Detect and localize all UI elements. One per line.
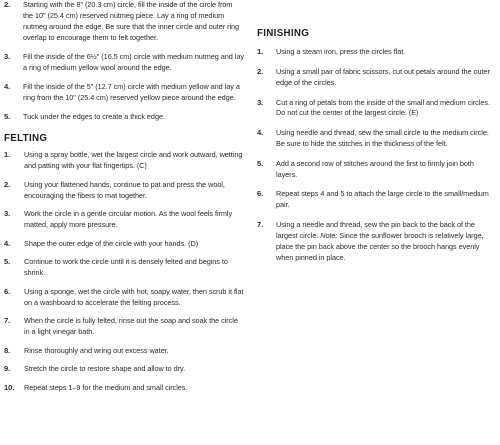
step-text-before: Using a needle and thread, sew the pin back to the back of the largest circle. xyxy=(276,219,475,240)
step-text: Work the circle in a gentle circular motion. As the wool feels firmly matted, apply more pressure. xyxy=(24,209,233,230)
felting-heading: FELTING xyxy=(4,132,48,144)
step-text: Cut a ring of petals from the inside of the small and medium circles. Do not cut the center of the largest circle. (E) xyxy=(276,97,490,118)
list-item xyxy=(257,98,495,120)
list-item xyxy=(4,0,244,44)
step-number: 8. xyxy=(4,345,11,355)
prep-steps xyxy=(4,0,244,123)
step-text: Using your flattened hands, continue to pat and press the wool, encouraging the fibers to mat together. xyxy=(24,179,225,200)
list-item xyxy=(4,257,244,279)
finishing-heading: FINISHING xyxy=(257,28,310,39)
step-text: Using a spray bottle, wet the largest circle and work outward, wetting and patting with your flat fingertips. (C) xyxy=(24,150,243,171)
step-number: 2. xyxy=(257,66,264,76)
list-item xyxy=(257,128,495,150)
step-number: 3. xyxy=(257,97,264,107)
list-item xyxy=(257,220,495,264)
list-item xyxy=(257,67,495,89)
step-text: Starting with the 8" (20.3 cm) circle, fill the inside of the circle from the 10" (25.4 cm) reserved nutmeg piece. Lay a ring of medium nutmeg around the edge. Be sure that the inner circle and outer ring overlap to encourage them to felt together. xyxy=(23,0,240,42)
step-text-after: Since the sunflower brooch is relatively large, place the pin back above the center so the brooch hangs evenly when pinned in place. xyxy=(276,230,484,262)
step-text: Using needle and thread, sew the small circle to the medium circle. Be sure to hide the stitches in the thickness of the felt. xyxy=(276,128,489,149)
left-column xyxy=(4,0,244,402)
list-item xyxy=(4,346,244,357)
step-number: 10. xyxy=(4,382,15,392)
step-text: Rinse thoroughly and wring out excess water. xyxy=(24,345,169,355)
step-text: Using a sponge, wet the circle with hot, soapy water, then scrub it flat on a washboard to accelerate the felting process. xyxy=(24,286,244,307)
step-number: 4. xyxy=(4,238,11,248)
list-item xyxy=(257,47,495,58)
step-text: Fill the inside of the 5" (12.7 cm) circle with medium yellow and lay a ring from the 10" (25.4 cm) reserved yellow piece around the edge. xyxy=(23,82,240,102)
step-number: 6. xyxy=(257,189,264,199)
list-item xyxy=(257,189,495,211)
step-number: 1. xyxy=(257,47,264,57)
step-text: Tuck under the edges to create a thick edge. xyxy=(23,112,165,122)
note-label: Note: xyxy=(320,230,338,240)
felting-steps xyxy=(4,150,244,394)
step-text: Using a small pair of fabric scissors, cut out petals around the outer edge of the circles. xyxy=(276,66,490,87)
step-number: 2. xyxy=(4,0,11,9)
step-number: 5. xyxy=(257,158,264,168)
step-text xyxy=(270,220,495,264)
list-item xyxy=(4,112,244,123)
step-number: 1. xyxy=(4,150,11,160)
step-text: Add a second row of stitches around the first to firmly join both layers. xyxy=(276,158,474,179)
step-text: Shape the outer edge of the circle with your hands. (D) xyxy=(24,238,199,248)
list-item xyxy=(4,364,244,375)
step-text: Stretch the circle to restore shape and allow to dry. xyxy=(24,364,186,374)
step-number: 7. xyxy=(4,316,11,326)
step-number: 4. xyxy=(257,128,264,138)
step-number: 6. xyxy=(4,286,11,296)
step-number: 3. xyxy=(4,209,11,219)
right-column xyxy=(257,0,495,272)
list-item xyxy=(4,209,244,231)
step-text: Using a steam iron, press the circles flat. xyxy=(276,47,406,57)
step-text: Repeat steps 1–9 for the medium and small circles. xyxy=(24,382,188,392)
step-text: Continue to work the circle until it is densely felted and begins to shrink. xyxy=(24,257,228,278)
step-number: 5. xyxy=(4,112,11,122)
list-item xyxy=(4,316,244,338)
step-number: 7. xyxy=(257,219,264,229)
list-item xyxy=(257,159,495,181)
step-number: 3. xyxy=(4,51,11,61)
step-text: Repeat steps 4 and 5 to attach the large circle to the small/medium pair. xyxy=(276,189,489,210)
list-item xyxy=(4,287,244,309)
list-item xyxy=(4,239,244,250)
step-number: 9. xyxy=(4,364,11,374)
step-number: 4. xyxy=(4,82,11,92)
list-item xyxy=(4,180,244,202)
list-item xyxy=(4,150,244,172)
step-number: 5. xyxy=(4,257,11,267)
list-item xyxy=(4,82,244,104)
step-text: Fill the inside of the 6½" (16.5 cm) circle with medium nutmeg and lay a ring of medium yellow wool around the edge. xyxy=(23,51,244,72)
step-number: 2. xyxy=(4,179,11,189)
list-item xyxy=(4,52,244,74)
finishing-steps xyxy=(257,47,495,263)
step-text: When the circle is fully felted, rinse out the soap and soak the circle in a light vinegar bath. xyxy=(24,316,238,337)
list-item xyxy=(4,383,244,394)
